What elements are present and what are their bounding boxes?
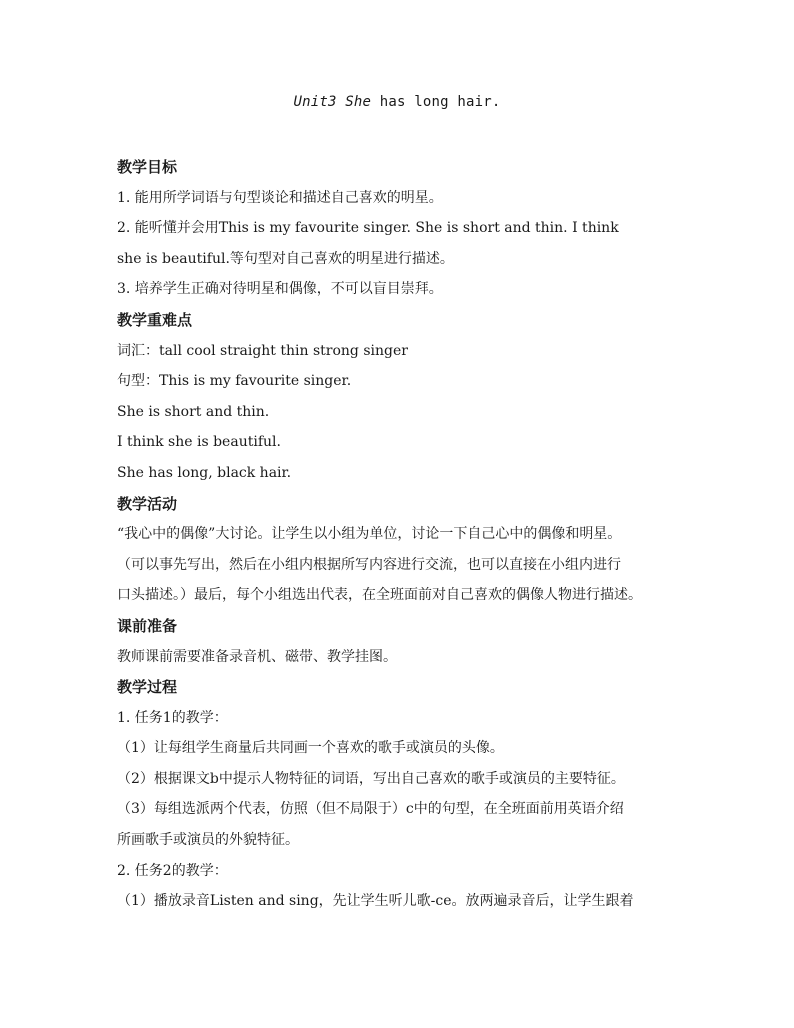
- body-text-line: （1）播放录音Listen and sing，先让学生听儿歌-ce。放两遍录音后，让学生跟着: [117, 893, 634, 910]
- body-text-line: （3）每组选派两个代表，仿照（但不局限于）c中的句型，在全班面前用英语介绍: [117, 801, 624, 818]
- section-heading: 课前准备: [117, 616, 178, 635]
- body-text-line: 所画歌手或演员的外貌特征。: [117, 832, 299, 849]
- body-text-line: 词汇：tall cool straight thin strong singer: [117, 342, 408, 359]
- body-text-line: 1. 能用所学词语与句型谈论和描述自己喜欢的明星。: [117, 189, 443, 206]
- title-rest: has long hair.: [371, 94, 501, 110]
- section-heading: 教学目标: [117, 158, 178, 176]
- body-text-line: 句型：This is my favourite singer.: [117, 373, 352, 390]
- section-heading: 教学活动: [117, 494, 178, 513]
- body-text-line: 1. 任务1的教学：: [117, 709, 228, 726]
- body-text-line: （可以事先写出，然后在小组内根据所写内容进行交流，也可以直接在小组内进行: [117, 556, 621, 573]
- body-text-line: She has long, black hair.: [117, 464, 292, 481]
- title-unit: Unit3 She: [293, 94, 372, 110]
- body-text-line: 2. 能听懂并会用This is my favourite singer. She is short and thin. I think: [117, 220, 619, 237]
- document-title: [0, 94, 794, 110]
- body-text-line: “我心中的偶像”大讨论。让学生以小组为单位，讨论一下自己心中的偶像和明星。: [117, 526, 622, 543]
- body-text-line: 口头描述。）最后，每个小组选出代表，在全班面前对自己喜欢的偶像人物进行描述。: [117, 587, 642, 604]
- section-heading: 教学重难点: [117, 310, 193, 329]
- body-text-line: 3. 培养学生正确对待明星和偶像，不可以盲目崇拜。: [117, 281, 443, 298]
- body-text-line: I think she is beautiful.: [117, 434, 281, 451]
- body-text-line: 教师课前需要准备录音机、磁带、教学挂图。: [117, 648, 397, 665]
- body-text-line: （2）根据课文b中提示人物特征的词语，写出自己喜欢的歌手或演员的主要特征。: [117, 770, 625, 787]
- body-text-line: she is beautiful.等句型对自己喜欢的明星进行描述。: [117, 250, 454, 267]
- section-heading: 教学过程: [117, 678, 178, 697]
- document-body: [117, 152, 697, 917]
- body-text-line: （1）让每组学生商量后共同画一个喜欢的歌手或演员的头像。: [117, 740, 504, 757]
- body-text-line: She is short and thin.: [117, 403, 270, 420]
- body-text-line: 2. 任务2的教学：: [117, 862, 228, 879]
